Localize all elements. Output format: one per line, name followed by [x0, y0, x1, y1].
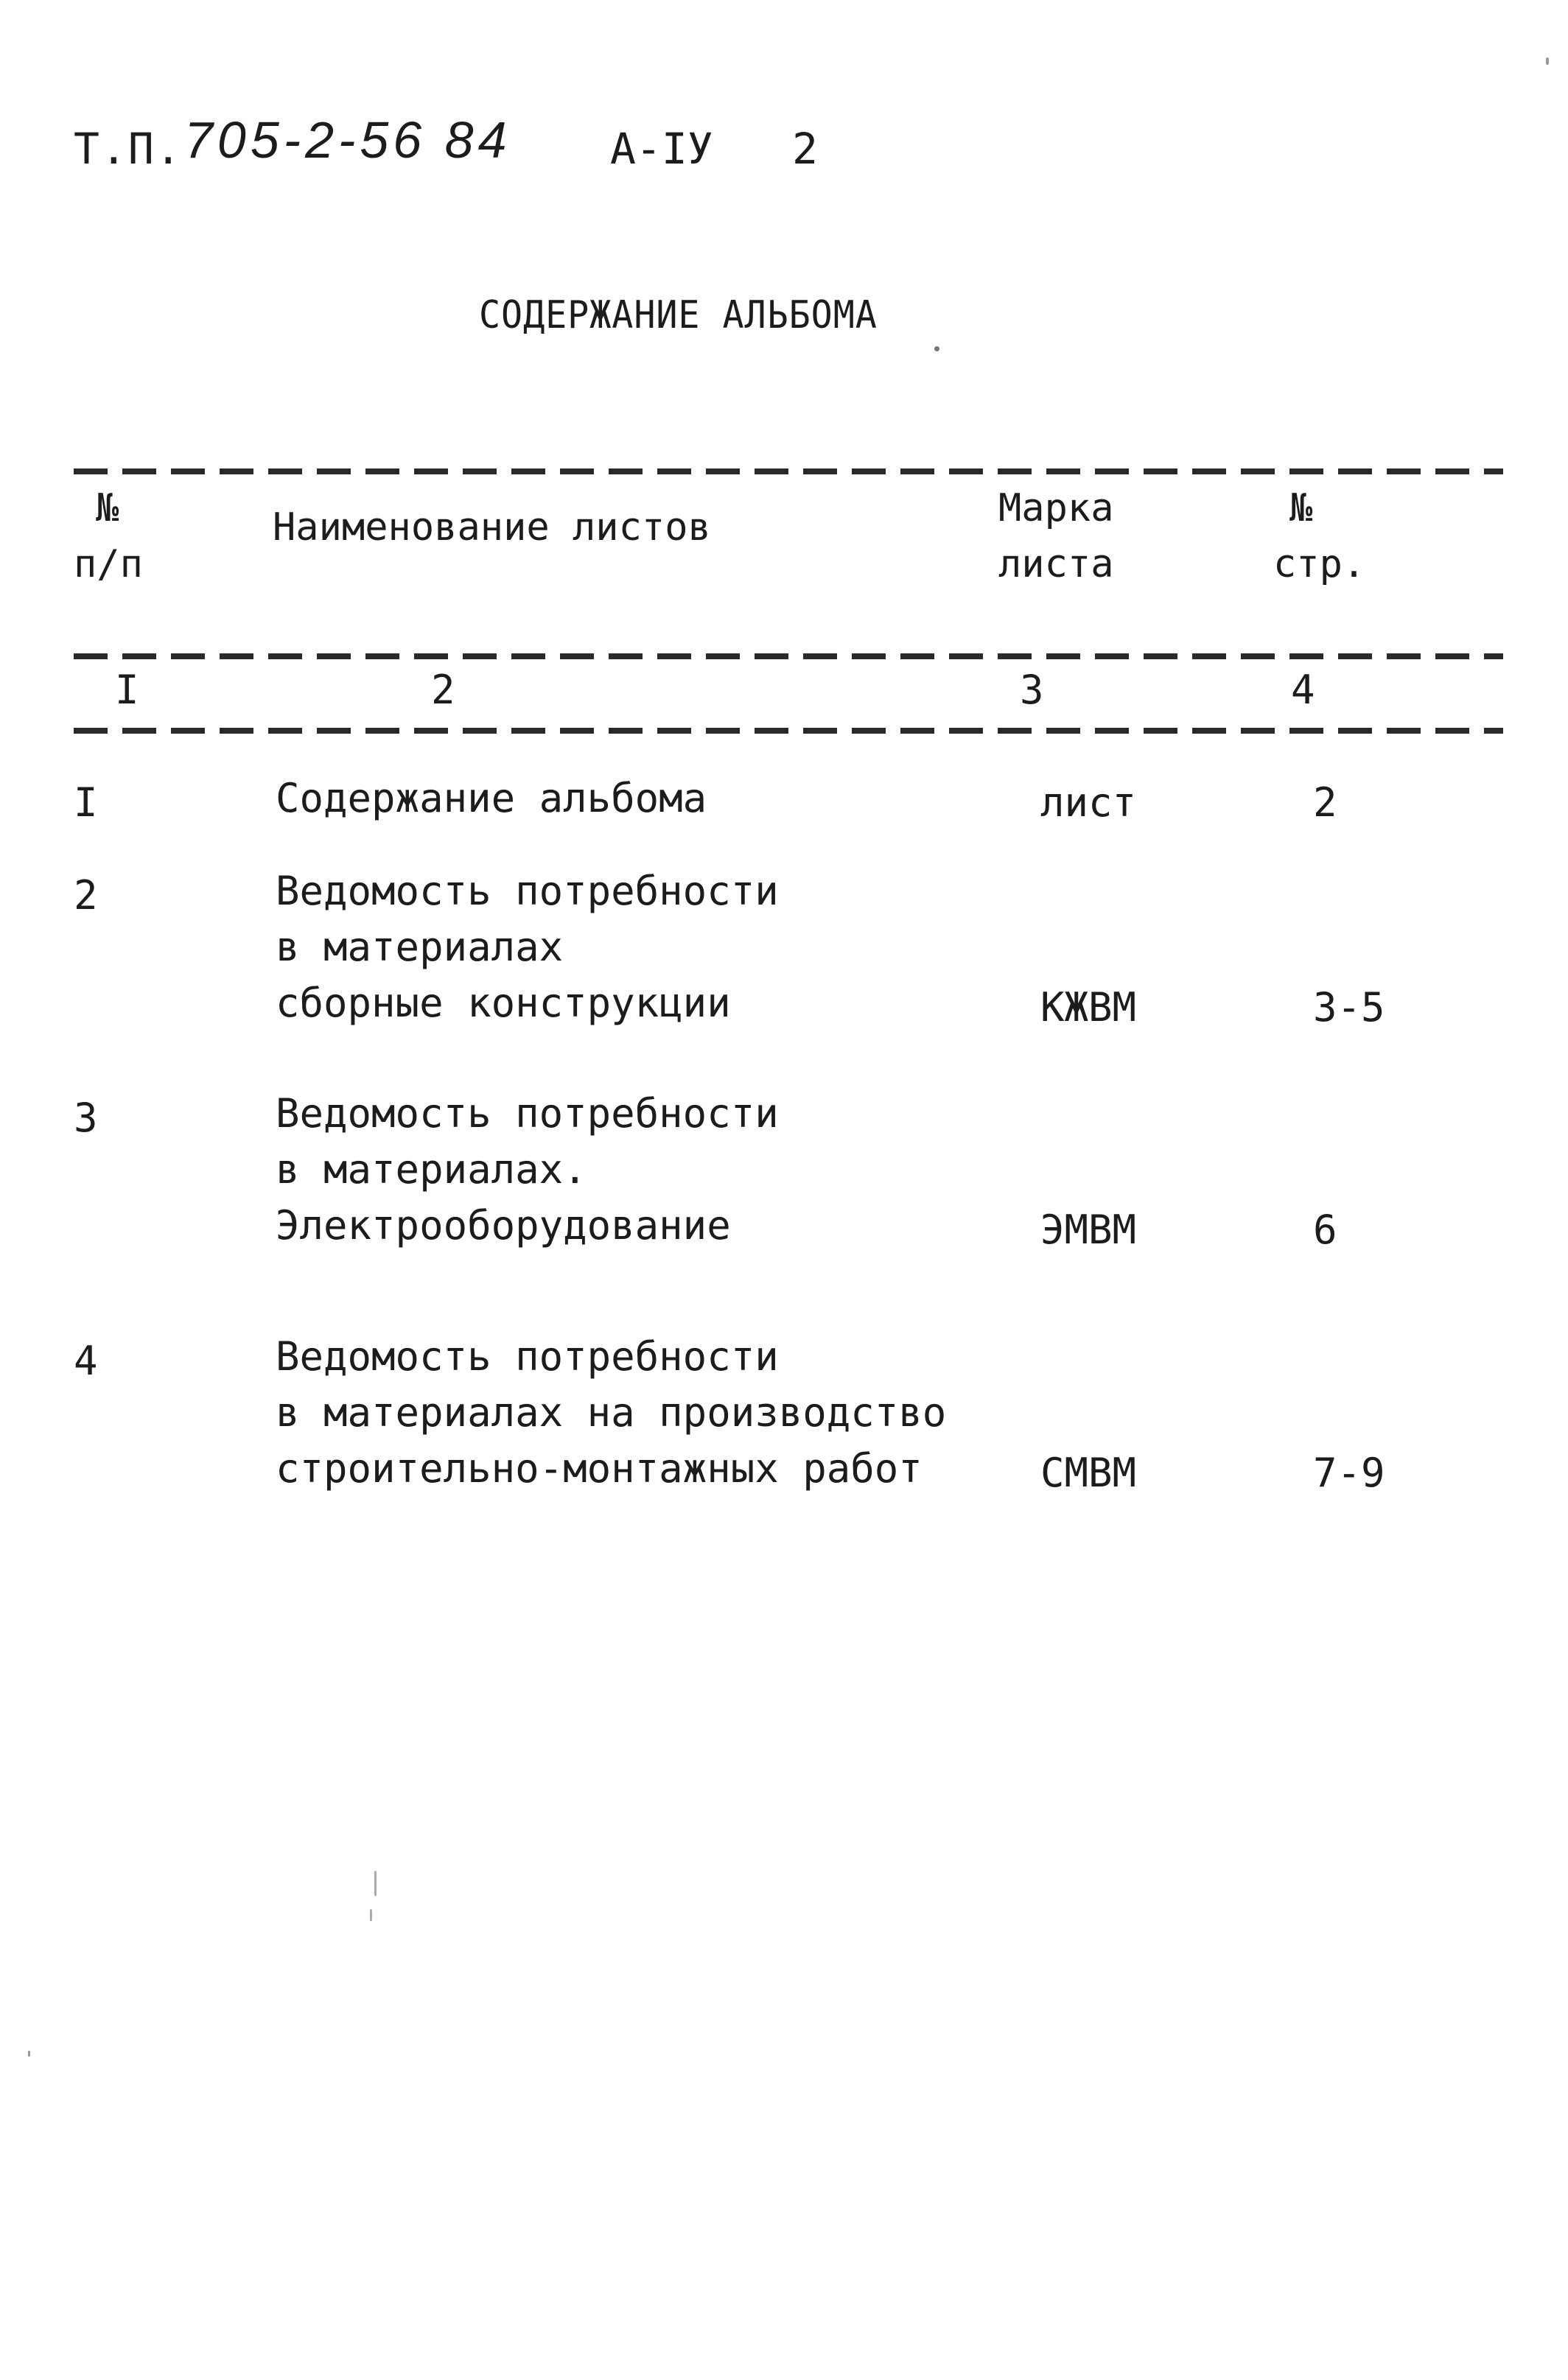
scan-speck — [934, 346, 939, 351]
header-page-column — [1273, 480, 1365, 592]
row-3-mark: ЭМВМ — [1040, 1207, 1137, 1253]
row-2-name-line-3: сборные конструкции — [276, 980, 731, 1026]
row-4-name — [276, 1329, 946, 1497]
header-number-column — [74, 480, 143, 592]
row-2-page: 3-5 — [1313, 984, 1385, 1031]
row-4-name-line-3: строительно-монтажных работ — [276, 1445, 923, 1492]
row-4-number: 4 — [74, 1338, 98, 1384]
sheet-number: 2 — [792, 124, 818, 174]
scan-speck — [370, 1909, 372, 1921]
column-number-2: 2 — [431, 667, 455, 713]
row-2-name-line-2: в материалах — [276, 924, 564, 970]
table-header-rule — [74, 653, 1503, 659]
header-mark-line2: листа — [998, 542, 1114, 586]
row-4-page: 7-9 — [1313, 1450, 1385, 1496]
row-2-mark: КЖВМ — [1040, 984, 1137, 1031]
row-3-name-line-2: в материалах. — [276, 1146, 587, 1193]
row-2-name-line-1: Ведомость потребности — [276, 868, 779, 914]
header-mark-column — [998, 480, 1114, 592]
column-number-4: 4 — [1291, 667, 1315, 713]
header-name-column: Наименование листов — [273, 505, 711, 550]
scan-speck — [1546, 57, 1549, 65]
row-1-mark: лист — [1040, 779, 1137, 826]
scan-speck — [374, 1871, 377, 1896]
page-title: СОДЕРЖАНИЕ АЛЬБОМА — [479, 293, 878, 337]
header-number-abbr: п/п — [74, 542, 143, 586]
header-page-symbol: № — [1289, 486, 1313, 530]
album-code: А-IУ — [610, 124, 713, 174]
row-3-page: 6 — [1313, 1207, 1337, 1253]
header-mark-line1: Марка — [998, 486, 1114, 530]
scan-speck — [28, 2051, 30, 2057]
row-4-name-line-2: в материалах на производство — [276, 1389, 947, 1436]
row-2-name — [276, 863, 779, 1031]
row-2-number: 2 — [74, 872, 98, 919]
row-4-mark: СМВМ — [1040, 1450, 1137, 1496]
row-3-name-line-1: Ведомость потребности — [276, 1090, 779, 1137]
row-3-name-line-3: Электрооборудование — [276, 1202, 731, 1249]
column-number-1: I — [115, 667, 139, 713]
doc-prefix: Т.П. — [74, 124, 183, 174]
table-colnum-rule — [74, 728, 1503, 734]
row-3-name — [276, 1086, 779, 1254]
row-1-page: 2 — [1313, 779, 1337, 826]
table-top-rule — [74, 468, 1503, 474]
row-4-name-line-1: Ведомость потребности — [276, 1333, 779, 1380]
row-3-number: 3 — [74, 1095, 98, 1141]
column-number-3: 3 — [1020, 667, 1044, 713]
row-1-name-line-1: Содержание альбома — [276, 775, 707, 821]
row-1-number: I — [74, 779, 98, 826]
header-number-symbol: № — [96, 486, 119, 530]
doc-number: 705-2-56 84 — [184, 111, 511, 169]
row-1-name — [276, 770, 707, 826]
header-page-abbr: стр. — [1273, 542, 1366, 586]
